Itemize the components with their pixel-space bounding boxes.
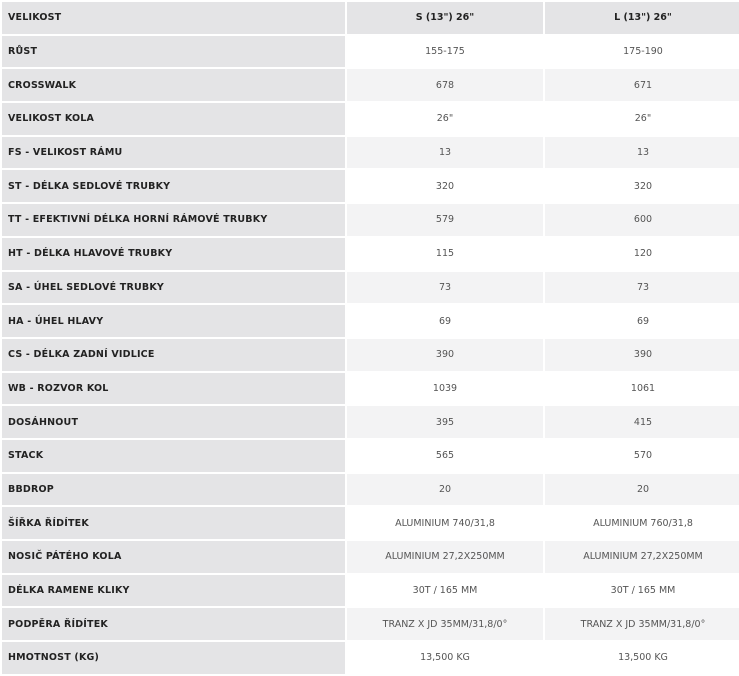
- header-row: [2, 2, 739, 34]
- row-label: HT - DÉLKA HLAVOVÉ TRUBKY: [2, 238, 345, 270]
- row-label: STACK: [2, 440, 345, 472]
- row-value: 579: [347, 204, 543, 236]
- table-row: [2, 137, 739, 169]
- row-value: 390: [545, 339, 739, 371]
- table-row: [2, 575, 739, 607]
- table-row: [2, 406, 739, 438]
- row-value: 570: [545, 440, 739, 472]
- size-column-header: L (13") 26": [545, 2, 739, 34]
- row-label: RŮST: [2, 36, 345, 68]
- row-value: 30T / 165 MM: [347, 575, 543, 607]
- row-value: ALUMINIUM 27,2X250MM: [347, 541, 543, 573]
- row-value: 565: [347, 440, 543, 472]
- row-value: TRANZ X JD 35MM/31,8/0°: [347, 608, 543, 640]
- row-label: CS - DÉLKA ZADNÍ VIDLICE: [2, 339, 345, 371]
- table-row: [2, 608, 739, 640]
- table-row: [2, 272, 739, 304]
- row-value: 26": [545, 103, 739, 135]
- row-value: ALUMINIUM 740/31,8: [347, 507, 543, 539]
- row-value: 320: [545, 170, 739, 202]
- row-value: 1039: [347, 373, 543, 405]
- row-value: 395: [347, 406, 543, 438]
- row-value: 69: [347, 305, 543, 337]
- table-row: [2, 204, 739, 236]
- row-label: ŠÍŘKA ŘÍDÍTEK: [2, 507, 345, 539]
- row-value: 26": [347, 103, 543, 135]
- table-row: [2, 440, 739, 472]
- table-row: [2, 69, 739, 101]
- row-value: 120: [545, 238, 739, 270]
- row-value: ALUMINIUM 27,2X250MM: [545, 541, 739, 573]
- table-row: [2, 507, 739, 539]
- row-value: 20: [545, 474, 739, 506]
- table-body: [2, 36, 739, 674]
- table-row: [2, 103, 739, 135]
- table-row: [2, 36, 739, 68]
- row-value: 600: [545, 204, 739, 236]
- table-row: [2, 305, 739, 337]
- row-label: CROSSWALK: [2, 69, 345, 101]
- row-value: 115: [347, 238, 543, 270]
- row-value: 678: [347, 69, 543, 101]
- row-label: NOSIČ PÁTÉHO KOLA: [2, 541, 345, 573]
- row-label: FS - VELIKOST RÁMU: [2, 137, 345, 169]
- row-label: WB - ROZVOR KOL: [2, 373, 345, 405]
- row-value: 671: [545, 69, 739, 101]
- row-value: 175-190: [545, 36, 739, 68]
- row-value: 155-175: [347, 36, 543, 68]
- row-value: 69: [545, 305, 739, 337]
- table-row: [2, 373, 739, 405]
- row-value: TRANZ X JD 35MM/31,8/0°: [545, 608, 739, 640]
- row-label: HMOTNOST (KG): [2, 642, 345, 674]
- row-value: 1061: [545, 373, 739, 405]
- row-value: 13: [347, 137, 543, 169]
- row-value: 415: [545, 406, 739, 438]
- row-label: PODPĚRA ŘÍDÍTEK: [2, 608, 345, 640]
- table-row: [2, 474, 739, 506]
- table-row: [2, 541, 739, 573]
- row-value: 13,500 KG: [545, 642, 739, 674]
- table-row: [2, 238, 739, 270]
- row-value: 13: [545, 137, 739, 169]
- row-label: SA - ÚHEL SEDLOVÉ TRUBKY: [2, 272, 345, 304]
- size-column-header: S (13") 26": [347, 2, 543, 34]
- row-label: TT - EFEKTIVNÍ DÉLKA HORNÍ RÁMOVÉ TRUBKY: [2, 204, 345, 236]
- table-header: [2, 2, 739, 34]
- header-label: VELIKOST: [2, 2, 345, 34]
- table-row: [2, 170, 739, 202]
- table-row: [2, 339, 739, 371]
- table-row: [2, 642, 739, 674]
- row-value: 73: [545, 272, 739, 304]
- row-label: ST - DÉLKA SEDLOVÉ TRUBKY: [2, 170, 345, 202]
- row-label: BBDROP: [2, 474, 345, 506]
- row-label: DÉLKA RAMENE KLIKY: [2, 575, 345, 607]
- row-label: VELIKOST KOLA: [2, 103, 345, 135]
- row-value: ALUMINIUM 760/31,8: [545, 507, 739, 539]
- row-value: 320: [347, 170, 543, 202]
- row-value: 73: [347, 272, 543, 304]
- row-value: 390: [347, 339, 543, 371]
- row-label: HA - ÚHEL HLAVY: [2, 305, 345, 337]
- row-value: 13,500 KG: [347, 642, 543, 674]
- row-value: 30T / 165 MM: [545, 575, 739, 607]
- row-value: 20: [347, 474, 543, 506]
- row-label: DOSÁHNOUT: [2, 406, 345, 438]
